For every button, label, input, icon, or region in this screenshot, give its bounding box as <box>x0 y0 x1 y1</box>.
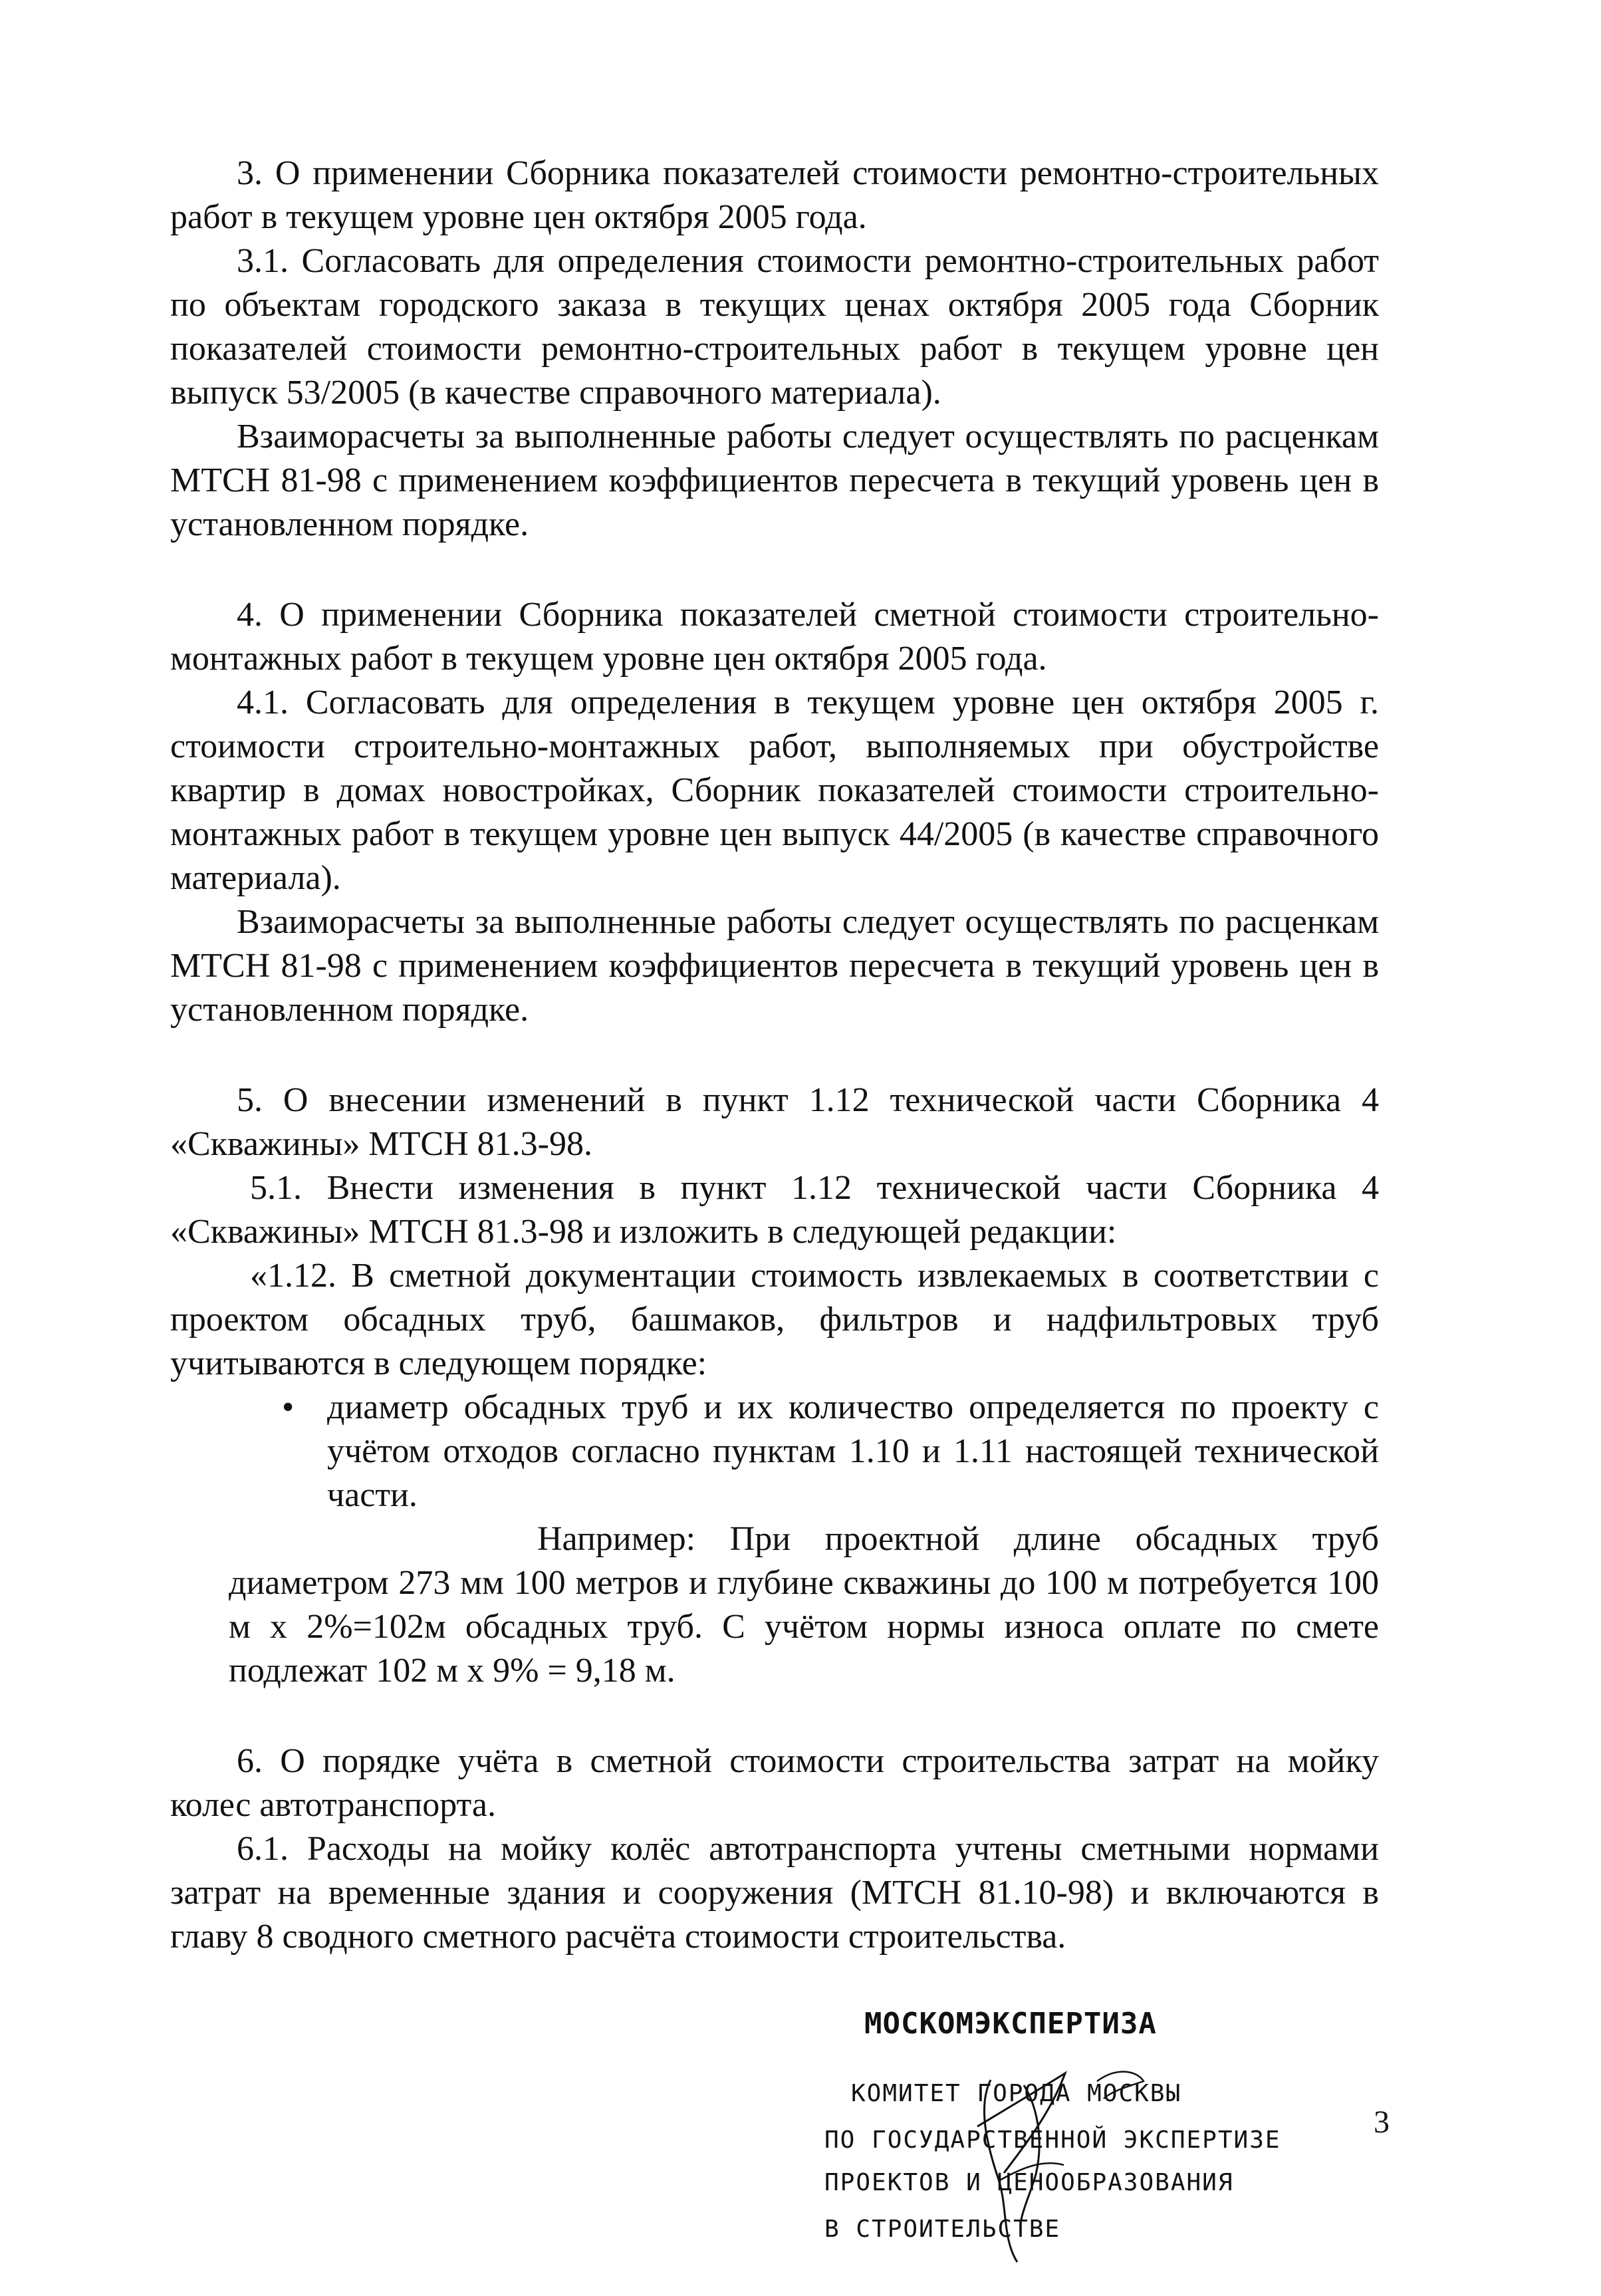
section-4-settlement-paragraph: Взаиморасчеты за выполненные работы следует осуществлять по расценкам МТСН 81-98 с применением коэффициентов пересчета в текущий уровень цен в установленном порядке. <box>170 903 1379 1029</box>
example-block <box>170 1517 1379 1693</box>
stamp-line: ПРОЕКТОВ И ЦЕНООБРАЗОВАНИЯ <box>824 2169 1234 2196</box>
section-5-quoted-paragraph: «1.12. В сметной документации стоимость извлекаемых в соответствии с проектом обсадных труб, башмаков, фильтров и надфильтровых труб учитываются в следующем порядке: <box>170 1257 1379 1382</box>
example-text: Например: При проектной длине обсадных труб диаметром 273 мм 100 метров и глубине скважины до 100 м потребуется 100 м х 2%=102м обсадных труб. С учётом нормы износа оплате по смете подлежат 102 м х 9% = 9,18 м. <box>229 1520 1379 1690</box>
page-number: 3 <box>1374 2105 1390 2140</box>
section-3-settlement-paragraph: Взаиморасчеты за выполненные работы следует осуществлять по расценкам МТСН 81-98 с применением коэффициентов пересчета в текущий уровень цен в установленном порядке. <box>170 418 1379 543</box>
section-3-heading: 3. О применении Сборника показателей стоимости ремонтно-строительных работ в текущем уровне цен октября 2005 года. <box>170 154 1379 236</box>
stamp-line: КОМИТЕТ ГОРОДА МОСКВЫ <box>851 2080 1182 2107</box>
section-6-1-paragraph: 6.1. Расходы на мойку колёс автотранспорта учтены сметными нормами затрат на временные здания и сооружения (МТСН 81.10-98) и включаются в главу 8 сводного сметного расчёта стоимости строительства. <box>170 1830 1379 1956</box>
section-3-1-paragraph: 3.1. Согласовать для определения стоимости ремонтно-строительных работ по объектам городского заказа в текущих ценах октября 2005 года Сборник показателей стоимости ремонтно-строительных работ в текущем уровне цен выпуск 53/2005 (в качестве справочного материала). <box>170 242 1379 412</box>
section-4-1-paragraph: 4.1. Согласовать для определения в текущем уровне цен октября 2005 г. стоимости строительно-монтажных работ, выполняемых при обустройстве квартир в домах новостройках, Сборник показателей стоимости строительно-монтажных работ в текущем уровне цен выпуск 44/2005 (в качестве справочного материала). <box>170 684 1379 897</box>
section-gap <box>170 1032 1379 1079</box>
document-body <box>170 152 1379 1959</box>
section-5-1-paragraph: 5.1. Внести изменения в пункт 1.12 технической части Сборника 4 «Скважины» МТСН 81.3-98 и изложить в следующей редакции: <box>170 1169 1379 1251</box>
official-stamp <box>824 2007 1303 2266</box>
stamp-line: ПО ГОСУДАРСТВЕННОЙ ЭКСПЕРТИЗЕ <box>824 2126 1281 2154</box>
bullet-item <box>170 1386 1379 1517</box>
section-6-heading: 6. О порядке учёта в сметной стоимости строительства затрат на мойку колес автотранспорта. <box>170 1742 1379 1824</box>
stamp-line: В СТРОИТЕЛЬСТВЕ <box>824 2216 1061 2243</box>
section-5-heading: 5. О внесении изменений в пункт 1.12 технической части Сборника 4 «Скважины» МТСН 81.3-98. <box>170 1081 1379 1163</box>
section-gap <box>170 547 1379 593</box>
stamp-title: МОСКОМЭКСПЕРТИЗА <box>864 2007 1157 2041</box>
section-gap <box>170 1693 1379 1739</box>
bullet-icon: • <box>282 1388 295 1426</box>
bullet-text: диаметр обсадных труб и их количество определяется по проекту с учётом отходов согласно пунктам 1.10 и 1.11 настоящей технической части. <box>327 1388 1379 1514</box>
section-4-heading: 4. О применении Сборника показателей сметной стоимости строительно-монтажных работ в текущем уровне цен октября 2005 года. <box>170 596 1379 678</box>
